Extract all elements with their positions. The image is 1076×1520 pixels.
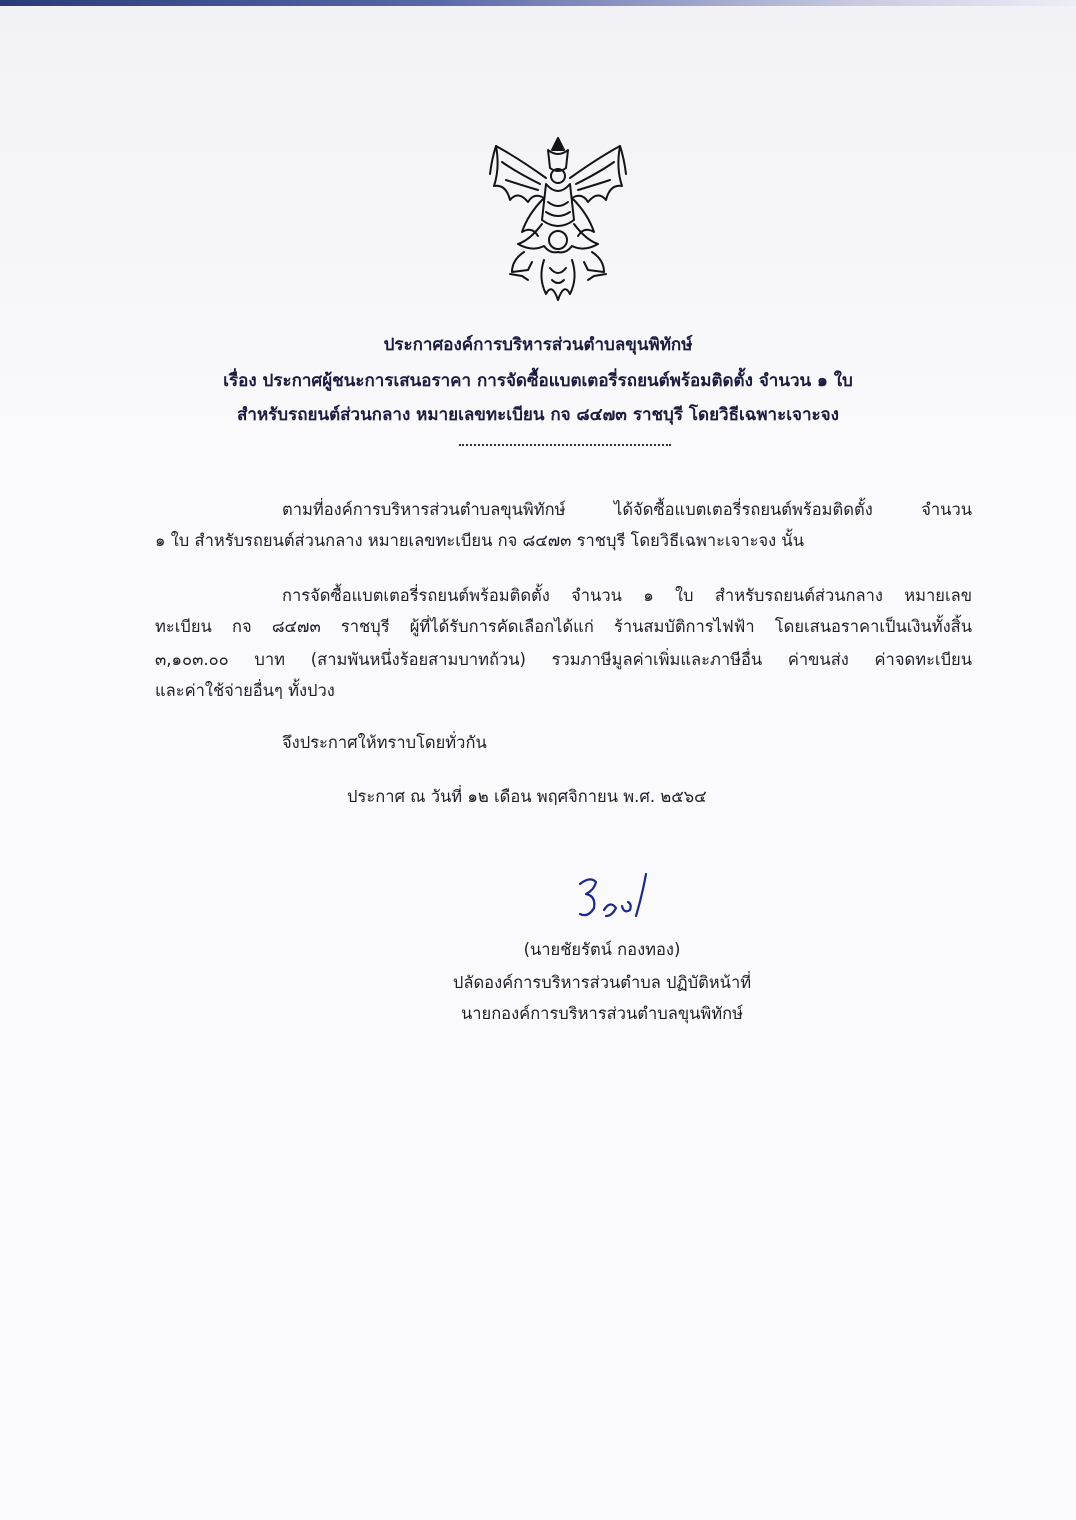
signatory-acting-title: นายกองค์การบริหารส่วนตำบลขุนพิทักษ์ — [460, 1004, 744, 1023]
signatory-name: (นายชัยรัตน์ กองทอง) — [523, 940, 681, 959]
paragraph2-line2: ทะเบียน กจ ๘๔๗๓ ราชบุรี ผู้ที่ได้รับการคัดเลือกได้แก่ ร้านสมบัติการไฟฟ้า โดยเสนอราคาเป็นเงินทั้งสิ้น — [155, 617, 972, 636]
announcement-subject: เรื่อง ประกาศผู้ชนะการเสนอราคา การจัดซื้อแบตเตอรี่รถยนต์พร้อมติดตั้ง จำนวน ๑ ใบ — [223, 371, 853, 391]
scan-edge — [0, 0, 1076, 6]
paragraph2-line1: การจัดซื้อแบตเตอรี่รถยนต์พร้อมติดตั้ง จำนวน ๑ ใบ สำหรับรถยนต์ส่วนกลาง หมายเลข — [282, 586, 972, 605]
announcement-subject-cont: สำหรับรถยนต์ส่วนกลาง หมายเลขทะเบียน กจ ๘๔๗๓ ราชบุรี โดยวิธีเฉพาะเจาะจง — [237, 405, 839, 425]
paragraph2-line3: ๓,๑๐๓.๐๐ บาท (สามพันหนึ่งร้อยสามบาทถ้วน) รวมภาษีมูลค่าเพิ่มและภาษีอื่น ค่าขนส่ง ค่าจดทะเบียน — [155, 650, 972, 669]
paragraph2-line4: และค่าใช้จ่ายอื่นๆ ทั้งปวง — [155, 681, 335, 700]
paragraph1-line1: ตามที่องค์การบริหารส่วนตำบลขุนพิทักษ์ ได้จัดซื้อแบตเตอรี่รถยนต์พร้อมติดตั้ง จำนวน — [282, 500, 972, 519]
signatory-title: ปลัดองค์การบริหารส่วนตำบล ปฏิบัติหน้าที่ — [452, 973, 752, 992]
handwritten-signature-icon — [566, 866, 666, 932]
announcement-date: ประกาศ ณ วันที่ ๑๒ เดือน พฤศจิกายน พ.ศ. ๒๕๖๔ — [347, 787, 707, 806]
closing-statement: จึงประกาศให้ทราบโดยทั่วกัน — [282, 733, 487, 752]
dotted-separator — [459, 444, 671, 446]
paragraph1-line2: ๑ ใบ สำหรับรถยนต์ส่วนกลาง หมายเลขทะเบียน กจ ๘๔๗๓ ราชบุรี โดยวิธีเฉพาะเจาะจง นั้น — [155, 531, 804, 550]
garuda-emblem-icon — [488, 128, 628, 306]
announcement-title: ประกาศองค์การบริหารส่วนตำบลขุนพิทักษ์ — [383, 335, 693, 355]
